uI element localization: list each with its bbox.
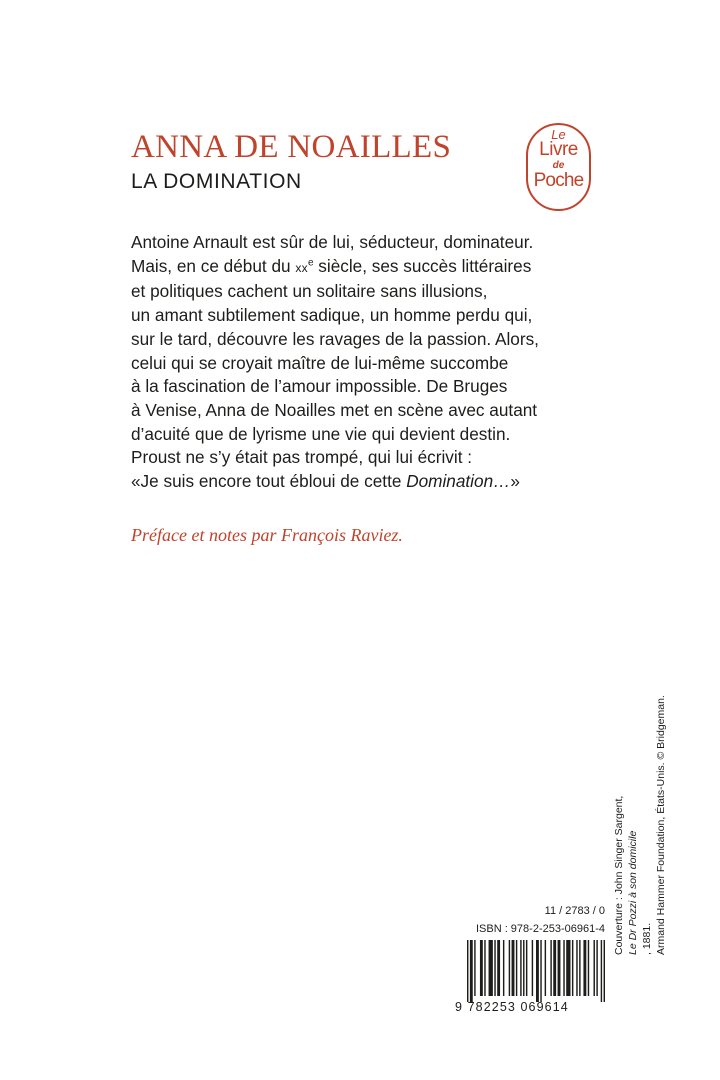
barcode-bar bbox=[512, 940, 515, 996]
logo-livre: Livre bbox=[539, 139, 578, 160]
barcode-bar bbox=[526, 940, 527, 996]
barcode-bar bbox=[516, 940, 517, 996]
painting-title: Le Dr Pozzi à son domicile bbox=[627, 830, 639, 955]
author-name: ANNA DE NOAILLES bbox=[131, 129, 452, 165]
book-title: LA DOMINATION bbox=[131, 170, 302, 193]
blurb-text: Mais, en ce début du bbox=[131, 255, 296, 276]
barcode-bar bbox=[540, 940, 541, 1002]
barcode-bar bbox=[497, 940, 500, 996]
barcode-bar bbox=[523, 940, 524, 996]
cover-credit bbox=[612, 655, 668, 955]
barcode-bar bbox=[550, 940, 551, 996]
barcode-bar bbox=[576, 940, 577, 996]
logo-de: de bbox=[552, 160, 565, 171]
barcode-block bbox=[455, 940, 605, 1020]
barcode-bar bbox=[579, 940, 580, 996]
barcode-bar bbox=[545, 940, 546, 996]
barcode-bar bbox=[494, 940, 495, 996]
barcode-bar bbox=[604, 940, 605, 1002]
logo-le: Le bbox=[551, 127, 566, 142]
barcode-bar bbox=[470, 940, 473, 1002]
blurb-line: et politiques cachent un solitaire sans illusions, bbox=[131, 281, 488, 302]
blurb-text: siècle, ses succès littéraires bbox=[313, 255, 532, 276]
blurb-line: à Venise, Anna de Noailles met en scène avec autant bbox=[131, 399, 538, 420]
blurb-line bbox=[131, 255, 611, 281]
preface-credit: Préface et notes par François Raviez. bbox=[131, 525, 403, 545]
barcode-bar bbox=[563, 940, 564, 996]
catalog-codes bbox=[476, 902, 605, 938]
reference-number: 11 / 2783 / 0 bbox=[544, 905, 605, 917]
isbn: ISBN : 978-2-253-06961-4 bbox=[475, 923, 605, 935]
century-numeral: xx bbox=[295, 260, 308, 275]
barcode bbox=[467, 940, 605, 1002]
barcode-bar bbox=[467, 940, 468, 1002]
publisher-logo bbox=[526, 123, 591, 211]
blurb-line: à la fascination de l’amour impossible. De Bruges bbox=[131, 376, 508, 397]
barcode-bar bbox=[536, 940, 539, 1002]
barcode-bar bbox=[484, 940, 485, 996]
blurb-line bbox=[131, 470, 611, 494]
logo-poche: Poche bbox=[533, 170, 584, 191]
quoted-title: Domination… bbox=[406, 471, 511, 492]
barcode-bar bbox=[558, 940, 561, 996]
blurb-line: un amant subtilement sadique, un homme perdu qui, bbox=[131, 305, 533, 326]
century-superscript: e bbox=[307, 256, 314, 268]
barcode-digits: 9 782253 069614 bbox=[455, 1000, 569, 1014]
barcode-bar bbox=[474, 940, 475, 996]
blurb-text: » bbox=[510, 471, 520, 492]
cover-credit-line-1 bbox=[612, 655, 654, 955]
blurb-line: d’acuité que de lyrisme une vie qui devient destin. bbox=[131, 423, 511, 444]
barcode-bar bbox=[503, 940, 504, 996]
blurb-line: sur le tard, découvre les ravages de la passion. Alors, bbox=[131, 328, 539, 349]
barcode-bar bbox=[489, 940, 493, 996]
barcode-bar bbox=[583, 940, 586, 996]
blurb-text: «Je suis encore tout ébloui de cette bbox=[131, 471, 407, 492]
credit-text: Couverture : John Singer Sargent, bbox=[613, 795, 625, 955]
blurb-line: Antoine Arnault est sûr de lui, séducteur, dominateur. bbox=[131, 232, 534, 252]
blurb-line: celui qui se croyait maître de lui-même succombe bbox=[131, 352, 509, 373]
barcode-bar bbox=[594, 940, 595, 996]
barcode-bar bbox=[480, 940, 483, 996]
barcode-bar bbox=[572, 940, 573, 996]
barcode-bar bbox=[596, 940, 597, 996]
barcode-bar bbox=[566, 940, 570, 996]
barcode-bar bbox=[532, 940, 533, 996]
barcode-bar bbox=[520, 940, 521, 996]
cover-credit-line-2: Armand Hammer Foundation, États-Unis. © Bridgeman. bbox=[655, 695, 667, 955]
barcode-bar bbox=[588, 940, 589, 996]
credit-text: , 1881. bbox=[641, 922, 653, 955]
blurb-line: Proust ne s’y était pas trompé, qui lui écrivit : bbox=[131, 447, 473, 468]
back-cover-blurb bbox=[131, 231, 611, 494]
barcode-bar bbox=[601, 940, 602, 1002]
barcode-bar bbox=[509, 940, 510, 996]
barcode-bar bbox=[553, 940, 556, 996]
